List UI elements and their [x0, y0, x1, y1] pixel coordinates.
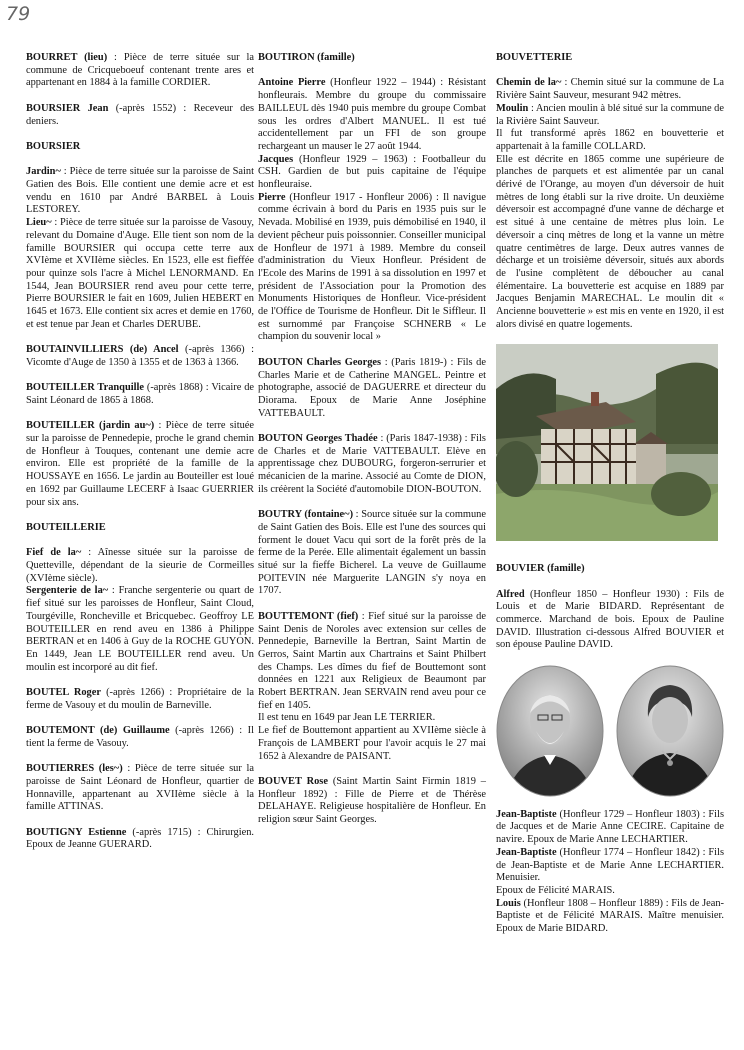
entry-heading: BOUTEILLER (jardin au~) [26, 420, 155, 432]
dictionary-entry [258, 725, 486, 763]
entry-heading: BOURSIER Jean [26, 102, 109, 114]
entry-heading: Jean-Baptiste [496, 808, 557, 820]
entry-text: : Aînesse située sur la paroisse de Quetteville, dépendant de la sieurie de Cormeilles (XVIème siècle). [26, 547, 254, 584]
dictionary-entry [258, 776, 486, 827]
column-left [26, 52, 254, 865]
entry-text: (-après 1552) : Receveur des deniers. [26, 102, 254, 127]
entry-text: : Pièce de terre située sur la paroisse de Saint Léonard de Honfleur, quartier de Honnaville, appartenant au XVIIème siècle à la famille ATTINAS. [26, 763, 254, 813]
dictionary-entry [496, 563, 724, 576]
entry-heading: BOUTTEMONT (fief) [258, 610, 359, 622]
entry-text: Elle est décrite en 1865 comme une supérieure de planches de parquets et est alimentée par un canal dérivé de l'Orange, au moyen d'un déversoir de huit mètres de long établi sur la rive droite. Un deuxième déversoir est accompagné d'une vanne de décharge et est situé à une centaine de mètres plus loin. Le déversoir a cinq mètres de long et la vanne un mètre quatre centimètres de large. Deux autres vannes de décharge et un troisième déversoir, situés aux abords de l'usine complètent de déboucher au canal élémentaire. La bouvetterie est acquise en 1889 par Jacques Benjamin MARECHAL. Le moulin dit « Ancienne bouvetterie » est mis en vente en 1920, il est alors divisé en quatre logements. [496, 153, 724, 330]
dictionary-entry [258, 611, 486, 713]
entry-heading: BOUTIGNY Estienne [26, 826, 127, 838]
dictionary-entry [258, 192, 486, 344]
entry-heading: BOUTAINVILLIERS (de) Ancel [26, 344, 179, 356]
entry-heading: Jacques [258, 153, 294, 165]
portrait-alfred-bouvier [496, 665, 604, 797]
dictionary-entry [26, 725, 254, 750]
dictionary-entry [26, 52, 254, 90]
entry-heading: Chemin de la~ [496, 77, 562, 89]
entry-heading: Alfred [496, 588, 525, 600]
entry-text: (-après 1715) : Chirurgien. Epoux de Jeanne GUERARD. [26, 826, 254, 851]
dictionary-entry [26, 827, 254, 852]
dictionary-entry [26, 344, 254, 369]
entry-text: (-après 1366) : Vicomte d'Auge de 1350 à 1355 et de 1363 à 1366. [26, 344, 255, 368]
entry-heading: BOUTRY (fontaine~) [258, 509, 354, 521]
entry-text: (Honfleur 1917 - Honfleur 2006) : Il navigue comme écrivain à bord du Paris en 1935 puis sur le Nevada. Mobilisé en 1939, puis démobilisé en 1940, il devient pêcheur puis poissonnier. Conseiller municipal de Honfleur de 1971 à 1989. Membre du conseil d'administration du Vieux Honfleur. Président de l'Ecole des Marins de 1991 à sa dissolution en 1997 et président de l'Association pour la Promotion des Monuments Historiques de Honfleur. Vice-président de l'Office de Tourisme de Honfleur. Dit le Siffleur. Il est surnommé par Françoise SCHNERB « Le champion du souvenir local » [258, 191, 486, 343]
dictionary-entry [496, 885, 724, 898]
portraits [496, 665, 724, 797]
dictionary-entry [258, 52, 486, 65]
dictionary-entry [26, 763, 254, 814]
entry-text: : (Paris 1819-) : Fils de Charles Marie et de Catherine MANGEL. Peintre et photographe, associé de DAGUERRE et directeur du Diorama. Epoux de Marie Anne Joséphine VATTEBAULT. [258, 356, 486, 419]
dictionary-entry [26, 141, 254, 154]
entry-heading: BOUTON Charles Georges [258, 356, 382, 368]
dictionary-entry [26, 687, 254, 712]
entry-text: (Honfleur 1729 – Honfleur 1803) : Fils de Jacques et de Marie Anne CECIRE. Capitaine de navire. Epoux de Marie Anne LECHARTIER. [496, 808, 724, 846]
dictionary-entry [496, 77, 724, 102]
entry-heading: Jean-Baptiste [496, 846, 557, 858]
entry-heading: BOUTEL Roger [26, 687, 101, 699]
column-right [496, 52, 724, 948]
dictionary-entry [496, 52, 724, 65]
column-middle [258, 52, 486, 839]
entry-text: Le fief de Bouttemont appartient au XVIIème siècle à François de LAMBERT pour l'avoir acquis le 27 mai 1652 à Alexandre de PAISANT. [258, 725, 486, 762]
dictionary-entry [26, 382, 254, 407]
entry-heading: BOURRET (lieu) [26, 52, 108, 63]
dictionary-entry [258, 154, 486, 192]
entry-text: : Chemin situé sur la commune de La Rivière Saint Sauveur, mesurant 942 mètres. [496, 77, 724, 102]
entry-text: : Ancien moulin à blé situé sur la commune de la Rivière Saint Sauveur. [496, 102, 724, 127]
dictionary-entry [258, 77, 486, 153]
entry-text: : Fief situé sur la paroisse de Saint Denis de Noroles avec extension sur celles de Pennedepie, Barneville la Bertran, Saint Martin de Gerros, Saint Martin aux Chartrains et Saint Philbert des Champs. Les dîmes du fief de Bouttemont sont données en 1221 aux Religieux de Beaumont par Robert BERTRAN. Jean SERVAIN rend aveu pour ce fief en 1405. [258, 610, 486, 711]
page-number: 79 [6, 3, 31, 25]
entry-text: (Saint Martin Saint Firmin 1819 – Honfleur 1892) : Fille de Pierre et de Thérèse DELAHAYE. Religieuse hospitalière de Honfleur. En religion sœur Saint Georges. [258, 775, 486, 826]
entry-text: : Franche sergenterie ou quart de fief situé sur les paroisses de Honfleur, Saint Cloud, Tourgéville, Roncheville et Bricquebec. Geoffroy LE BOUTEILLER en rend aveu en 1386 à Philippe BERTRAN et en 1406 à Guy de la ROCHE GUYON. En 1449, Jean LE BOUTEILLER rend aveu. Un moulin est incorporé au dit fief. [26, 585, 255, 673]
entry-text: (-après 1868) : Vicaire de Saint Léonard de 1865 à 1868. [26, 382, 254, 406]
bouvier-descendants-block [496, 809, 724, 936]
bouvetterie-block [496, 52, 724, 331]
entry-heading: Jardin~ [26, 166, 61, 178]
dictionary-entry [496, 154, 724, 332]
entry-text: (Honfleur 1929 – 1963) : Footballeur du CSH. Gardien de but puis capitaine de l'équipe honfleuraise. [258, 153, 486, 191]
entry-heading: BOUVETTERIE [496, 52, 573, 63]
entry-heading: BOUTEILLERIE [26, 521, 106, 533]
mill-house-photo [496, 344, 718, 541]
bouvier-block [496, 563, 724, 652]
entry-text: (Honfleur 1808 – Honfleur 1889) : Fils de Jean-Baptiste et de Félicité MARAIS. Maître menuisier. Epoux de Marie BIDARD. [496, 897, 724, 935]
dictionary-entry [496, 589, 724, 653]
entry-text: (Honfleur 1774 – Honfleur 1842) : Fils de Jean-Baptiste et de Marie Anne LECHARTIER. Menuisier. [496, 846, 724, 884]
portrait-pauline-david [616, 665, 724, 797]
entry-text: : Source située sur la commune de Saint Gatien des Bois. Elle est l'une des sources qui forment le douet Vacu qui sort de la forêt près de la ferme de la Perée. Elle alimentait également un bassin situé sur la fieffe Bicherel. La veuve de Guillaume POITEVIN née Marguerite LANGIN s'y noya en 1707. [258, 509, 486, 597]
dictionary-entry [26, 103, 254, 128]
entry-heading: BOUVIER (famille) [496, 563, 585, 575]
entry-heading: BOUTIRON (famille) [258, 52, 355, 63]
dictionary-entry [26, 585, 254, 674]
entry-text: : Pièce de terre située sur la commune de Cricqueboeuf contenant trente ares et appartenant en 1884 à la famille CORDIER. [26, 52, 254, 89]
entry-text: (-après 1266) : Il tient la ferme de Vasouy. [26, 725, 254, 749]
dictionary-entry [26, 547, 254, 585]
dictionary-entry [26, 522, 254, 535]
entry-text: (-après 1266) : Propriétaire de la ferme de Vasouy et du moulin de Barneville. [26, 687, 254, 711]
dictionary-entry [26, 166, 254, 217]
dictionary-entry [496, 103, 724, 128]
dictionary-entry [496, 809, 724, 847]
dictionary-entry [26, 420, 254, 509]
entry-heading: BOUTEMONT (de) Guillaume [26, 725, 170, 737]
entry-heading: Lieu~ [26, 217, 52, 229]
dictionary-entry [258, 509, 486, 598]
entry-heading: BOUTEILLER Tranquille [26, 382, 144, 394]
entry-heading: Louis [496, 897, 521, 909]
dictionary-entry [496, 847, 724, 885]
entry-heading: BOURSIER [26, 140, 81, 152]
entry-heading: BOUTIERRES (les~) [26, 763, 123, 775]
entry-heading: Sergenterie de la~ [26, 585, 109, 597]
entry-heading: Antoine Pierre [258, 77, 326, 89]
dictionary-entry [496, 898, 724, 936]
dictionary-entry [258, 357, 486, 421]
entry-heading: Fief de la~ [26, 547, 82, 559]
entry-text: : Pièce de terre située sur la paroisse de Pennedepie, proche le grand chemin de Honfleur à Touques, contenant une demie acre environ. Elle est propriété de la famille de la HOUSSAYE en 1656. Le jardin au Bouteiller est loué en 1692 par Guillaume LECERF à Isaac GUERRIER pour six ans. [26, 420, 255, 508]
entry-text: (Honfleur 1922 – 1944) : Résistant honfleurais. Membre du groupe du commissaire BAILLEUL dès 1940 puis membre du groupe Combat sous les ordres d'Albert MANUEL. Il est tué accidentellement par un FFI de son groupe rechargeant un mauser le 27 août 1944. [258, 77, 487, 152]
entry-heading: Moulin [496, 102, 529, 114]
entry-text: Il fut transformé après 1862 en bouvetterie et appartenait à la famille COLLARD. [496, 128, 724, 152]
entry-heading: BOUVET Rose [258, 775, 328, 787]
dictionary-entry [26, 217, 254, 331]
dictionary-entry [258, 712, 486, 725]
entry-text: : (Paris 1847-1938) : Fils de Charles et de Marie VATTEBAULT. Elève en apprentissage chez DUBOURG, forgeron-serrurier et mécanicien de la marine. Associé au Comte de DION, ils créèrent la Société d'automobile DION-BOUTON. [258, 433, 486, 495]
dictionary-entry [496, 128, 724, 153]
dictionary-entry [258, 433, 486, 497]
entry-text: : Pièce de terre située sur la paroisse de Saint Gatien des Bois. Elle contient une demie acre et est vendu en 1610 par André BARBEL à Louis LESTOREY. [26, 166, 254, 216]
entry-text: : Pièce de terre située sur la paroisse de Vasouy, relevant du Domaine d'Auge. Elle tient son nom de la famille BOURSIER qui occupa cette terre aux XVIème et XVIIème siècles. En 1523, elle est fieffée pour quinze sols l'acre à Michel LENORMAND. En 1544, Jean BOURSIER rend aveu pour cette terre, Pierre BOURSIER le fait en 1609, Julien HEBERT en 1645 et 1673. Elle contient six acres et demie en 1760, et est tenue par Jean et Charles DERUBE. [26, 217, 254, 330]
entry-text: (Honfleur 1850 – Honfleur 1930) : Fils de Louis et de Marie BIDARD. Représentant de commerce. Marchand de bois. Epoux de Pauline DAVID. Illustration ci-dessous Alfred BOUVIER et son épouse Pauline DAVID. [496, 588, 724, 651]
entry-text: Il est tenu en 1649 par Jean LE TERRIER. [258, 712, 436, 724]
entry-heading: BOUTON Georges Thadée [258, 433, 378, 445]
entry-heading: Pierre [258, 191, 286, 203]
entry-text: Epoux de Félicité MARAIS. [496, 884, 615, 896]
